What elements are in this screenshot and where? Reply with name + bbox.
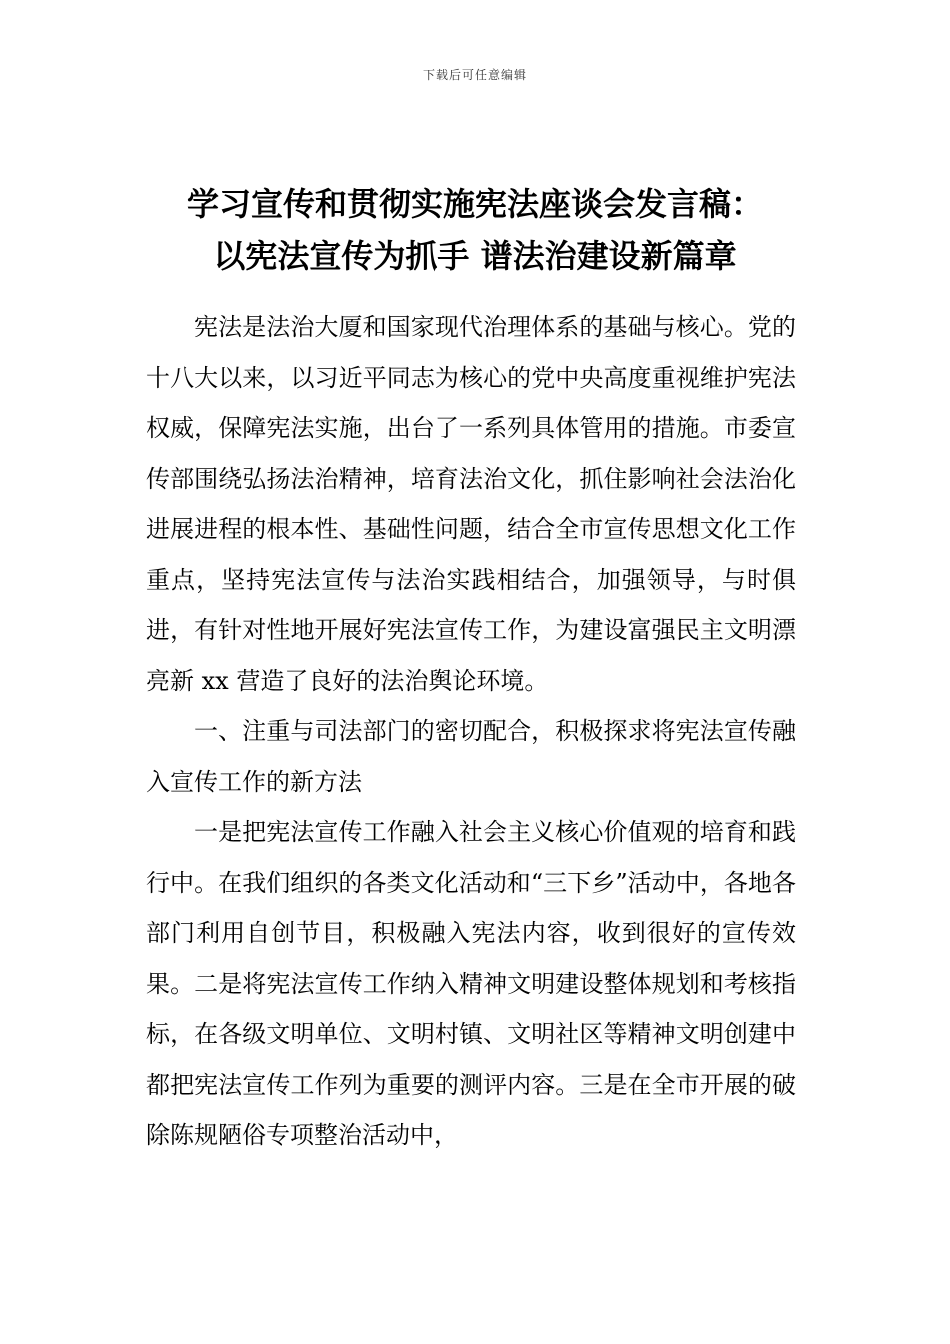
document-title xyxy=(100,178,850,282)
title-line-1: 学习宣传和贯彻实施宪法座谈会发言稿： xyxy=(186,185,763,223)
title-line-2: 以宪法宣传为抓手 谱法治建设新篇章 xyxy=(213,237,737,275)
paragraph-section-1: 一是把宪法宣传工作融入社会主义核心价值观的培育和践行中。在我们组织的各类文化活动和“三下乡”活动中，各地各部门利用自创节目，积极融入宪法内容，收到很好的宣传效果。二是将宪法宣传工作纳入精神文明建设整体规划和考核指标，在各级文明单位、文明村镇、文明社区等精神文明创建中都把宪法宣传工作列为重要的测评内容。三是在全市开展的破除陈规陋俗专项整治活动中， xyxy=(146,818,796,1149)
section-heading-1: 一、注重与司法部门的密切配合，积极探求将宪法宣传融入宣传工作的新方法 xyxy=(146,717,796,796)
header-note: 下载后可任意编辑 xyxy=(422,68,527,82)
document-body xyxy=(146,302,796,1161)
paragraph-intro: 宪法是法治大厦和国家现代治理体系的基础与核心。党的十八大以来，以习近平同志为核心的党中央高度重视维护宪法权威，保障宪法实施，出台了一系列具体管用的措施。市委宣传部围绕弘扬法治精神，培育法治文化，抓住影响社会法治化进展进程的根本性、基础性问题，结合全市宣传思想文化工作重点，坚持宪法宣传与法治实践相结合，加强领导，与时俱进，有针对性地开展好宪法宣传工作，为建设富强民主文明漂亮新 xx 营造了良好的法治舆论环境。 xyxy=(146,313,796,695)
